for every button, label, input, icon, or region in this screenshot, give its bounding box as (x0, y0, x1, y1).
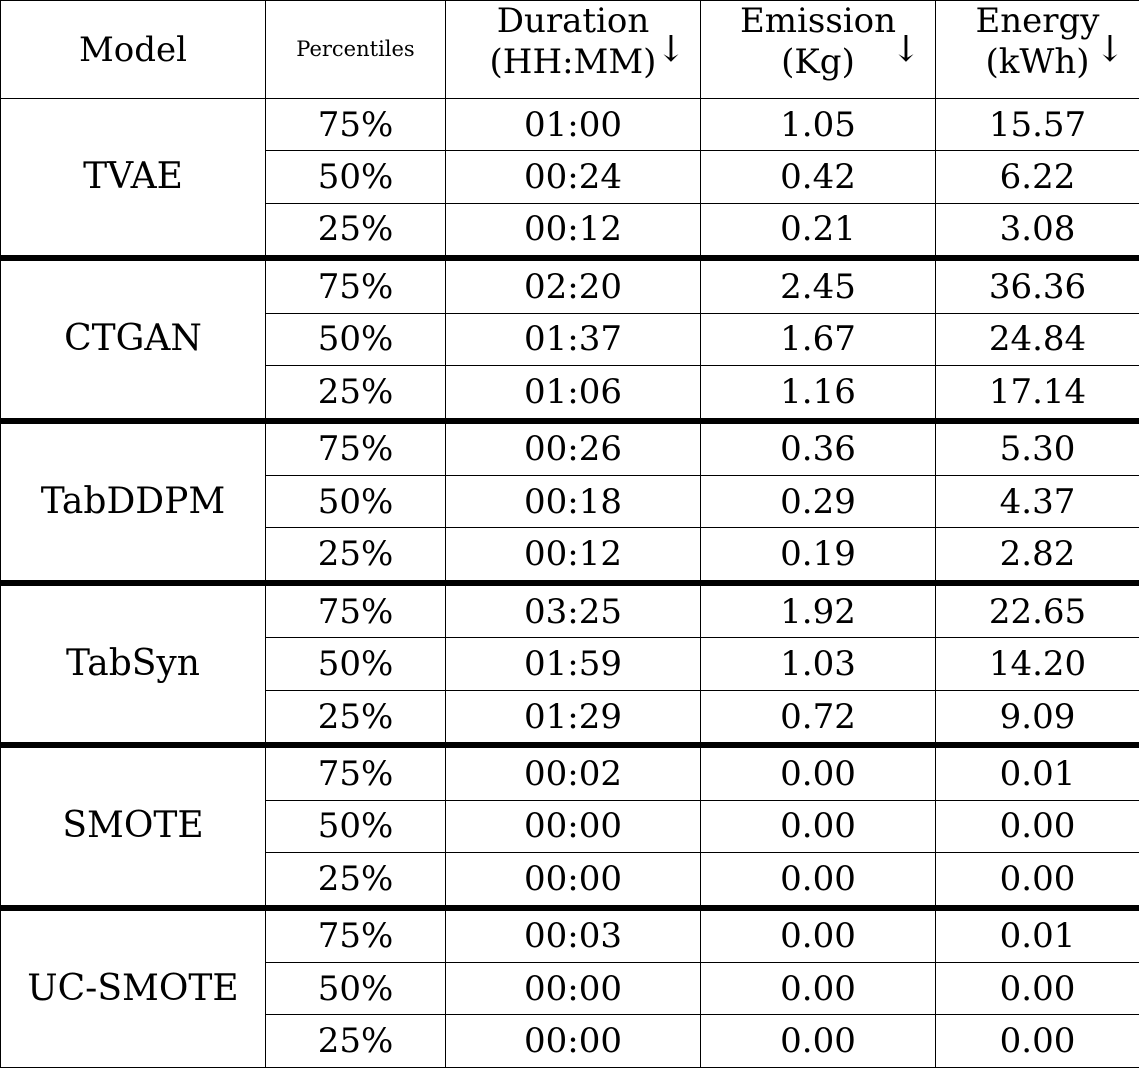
percentile-cell: 25% (266, 528, 446, 583)
energy-cell: 22.65 (936, 583, 1139, 638)
energy-cell: 0.00 (936, 853, 1139, 908)
energy-cell: 14.20 (936, 638, 1139, 690)
percentile-cell: 50% (266, 476, 446, 528)
model-name-cell: SMOTE (1, 745, 266, 907)
emission-cell: 0.72 (701, 690, 936, 745)
energy-cell: 3.08 (936, 203, 1139, 258)
emission-cell: 0.00 (701, 908, 936, 963)
percentile-cell: 25% (266, 203, 446, 258)
header-row (1, 1, 1139, 99)
duration-cell: 01:06 (446, 366, 701, 421)
header-emission (701, 1, 936, 99)
emission-cell: 1.16 (701, 366, 936, 421)
down-arrow-icon: ↓ (655, 28, 686, 70)
model-name-cell: UC-SMOTE (1, 908, 266, 1068)
header-emission-line1: Emission (739, 1, 897, 41)
header-model: Model (1, 1, 266, 99)
energy-cell: 0.01 (936, 745, 1139, 800)
emission-cell: 0.29 (701, 476, 936, 528)
emission-cell: 0.00 (701, 853, 936, 908)
header-emission-line2: (Kg) (781, 41, 855, 82)
emission-cell: 0.36 (701, 421, 936, 476)
duration-cell: 00:00 (446, 853, 701, 908)
emission-cell: 0.00 (701, 1015, 936, 1068)
duration-cell: 00:00 (446, 963, 701, 1015)
table-row (1, 258, 1139, 313)
emission-cell: 0.00 (701, 800, 936, 852)
model-name-cell: TVAE (1, 99, 266, 259)
energy-cell: 24.84 (936, 313, 1139, 365)
energy-cell: 2.82 (936, 528, 1139, 583)
energy-cell: 0.00 (936, 1015, 1139, 1068)
model-name-cell: CTGAN (1, 258, 266, 420)
header-energy-line2: (kWh) (985, 41, 1090, 82)
table-body (1, 99, 1139, 1068)
model-name-cell: TabSyn (1, 583, 266, 745)
table-row (1, 908, 1139, 963)
percentile-cell: 75% (266, 583, 446, 638)
percentile-cell: 75% (266, 421, 446, 476)
emission-cell: 0.21 (701, 203, 936, 258)
duration-cell: 03:25 (446, 583, 701, 638)
emission-cell: 1.92 (701, 583, 936, 638)
percentile-cell: 50% (266, 313, 446, 365)
emission-cell: 0.00 (701, 745, 936, 800)
duration-cell: 00:02 (446, 745, 701, 800)
emission-cell: 1.05 (701, 99, 936, 151)
duration-cell: 00:03 (446, 908, 701, 963)
header-duration-line1: Duration (496, 1, 650, 41)
emission-cell: 1.03 (701, 638, 936, 690)
energy-cell: 4.37 (936, 476, 1139, 528)
energy-cell: 0.00 (936, 800, 1139, 852)
percentile-cell: 50% (266, 151, 446, 203)
emission-cell: 1.67 (701, 313, 936, 365)
emission-cell: 0.19 (701, 528, 936, 583)
energy-cell: 9.09 (936, 690, 1139, 745)
percentile-cell: 25% (266, 1015, 446, 1068)
emission-cell: 0.00 (701, 963, 936, 1015)
energy-cell: 0.01 (936, 908, 1139, 963)
percentile-cell: 25% (266, 853, 446, 908)
percentile-cell: 25% (266, 366, 446, 421)
duration-cell: 00:12 (446, 528, 701, 583)
down-arrow-icon: ↓ (1094, 28, 1125, 70)
header-energy (936, 1, 1139, 99)
header-duration (446, 1, 701, 99)
percentile-cell: 50% (266, 963, 446, 1015)
model-name-cell: TabDDPM (1, 421, 266, 583)
emission-cell: 2.45 (701, 258, 936, 313)
percentile-cell: 75% (266, 745, 446, 800)
table-row (1, 99, 1139, 151)
duration-cell: 00:26 (446, 421, 701, 476)
duration-cell: 00:12 (446, 203, 701, 258)
energy-cell: 17.14 (936, 366, 1139, 421)
duration-cell: 01:29 (446, 690, 701, 745)
energy-cell: 0.00 (936, 963, 1139, 1015)
duration-cell: 01:37 (446, 313, 701, 365)
table-row (1, 583, 1139, 638)
emission-cell: 0.42 (701, 151, 936, 203)
down-arrow-icon: ↓ (890, 28, 921, 70)
percentile-cell: 75% (266, 258, 446, 313)
duration-cell: 02:20 (446, 258, 701, 313)
duration-cell: 00:00 (446, 1015, 701, 1068)
percentile-cell: 50% (266, 800, 446, 852)
duration-cell: 00:24 (446, 151, 701, 203)
header-energy-line1: Energy (975, 1, 1100, 41)
energy-cell: 5.30 (936, 421, 1139, 476)
energy-cell: 36.36 (936, 258, 1139, 313)
percentile-cell: 25% (266, 690, 446, 745)
table-row (1, 745, 1139, 800)
duration-cell: 01:00 (446, 99, 701, 151)
header-duration-line2: (HH:MM) (489, 41, 657, 82)
percentile-cell: 75% (266, 908, 446, 963)
energy-cell: 15.57 (936, 99, 1139, 151)
header-percentiles: Percentiles (266, 1, 446, 99)
table-row (1, 421, 1139, 476)
percentile-cell: 75% (266, 99, 446, 151)
percentile-cell: 50% (266, 638, 446, 690)
duration-cell: 00:00 (446, 800, 701, 852)
duration-cell: 01:59 (446, 638, 701, 690)
duration-cell: 00:18 (446, 476, 701, 528)
energy-cell: 6.22 (936, 151, 1139, 203)
